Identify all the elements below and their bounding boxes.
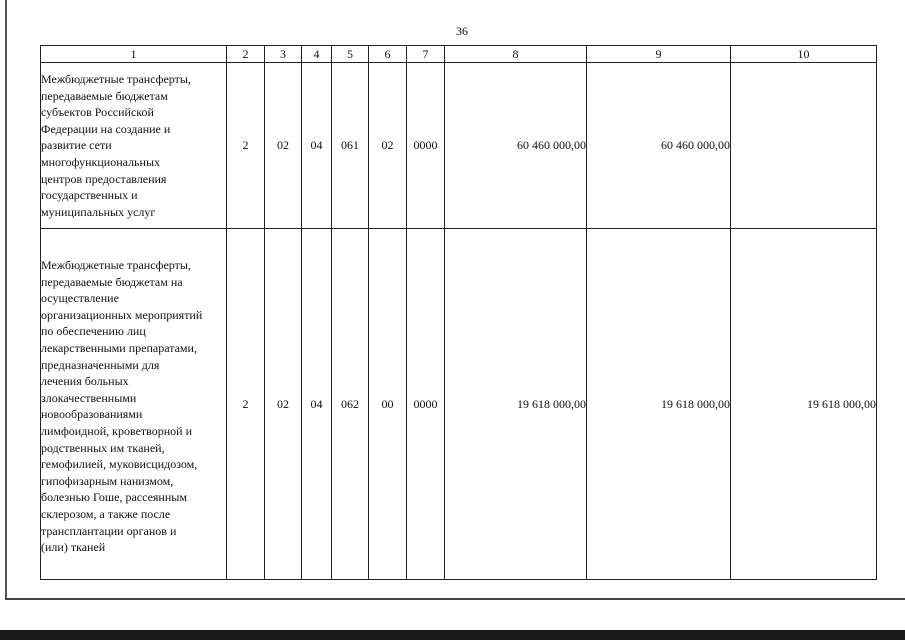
header-row bbox=[41, 46, 877, 63]
name-line: родственных им тканей, bbox=[41, 440, 165, 455]
col-7-cell: 0000 bbox=[407, 63, 445, 229]
name-line: по обеспечению лиц bbox=[41, 324, 146, 339]
table-row bbox=[41, 63, 877, 229]
name-line: лечения больных bbox=[41, 374, 129, 389]
col-3-cell: 02 bbox=[265, 63, 302, 229]
col-10-amount bbox=[731, 63, 877, 229]
col-5-cell: 061 bbox=[332, 63, 369, 229]
name-line: государственных и bbox=[41, 188, 138, 203]
header-cell-10: 10 bbox=[731, 46, 877, 63]
name-line: предназначенными для bbox=[41, 357, 160, 372]
name-line: трансплантации органов и bbox=[41, 523, 177, 538]
col-9-amount: 60 460 000,00 bbox=[587, 63, 731, 229]
name-line: многофункциональных bbox=[41, 154, 161, 169]
col-2-cell: 2 bbox=[227, 229, 265, 580]
name-line: центров предоставления bbox=[41, 171, 167, 186]
scan-bottom-bar bbox=[0, 630, 905, 640]
name-line: развитие сети bbox=[41, 138, 112, 153]
col-9-amount: 19 618 000,00 bbox=[587, 229, 731, 580]
col-4-cell: 04 bbox=[302, 63, 332, 229]
name-line: новообразованиями bbox=[41, 407, 143, 422]
col-8-amount: 60 460 000,00 bbox=[445, 63, 587, 229]
name-line: гемофилией, муковисцидозом, bbox=[41, 457, 198, 472]
col-6-cell: 00 bbox=[369, 229, 407, 580]
name-line: (или) тканей bbox=[41, 540, 106, 555]
budget-table bbox=[40, 45, 877, 580]
col-4-cell: 04 bbox=[302, 229, 332, 580]
name-line: лимфоидной, кроветворной и bbox=[41, 423, 192, 438]
name-line: гипофизарным нанизмом, bbox=[41, 473, 174, 488]
name-line: склерозом, а также после bbox=[41, 506, 171, 521]
name-line: осуществление bbox=[41, 291, 119, 306]
row-name-cell bbox=[41, 229, 227, 580]
name-line: Федерации на создание и bbox=[41, 121, 171, 136]
name-line: передаваемые бюджетам на bbox=[41, 274, 183, 289]
header-cell-1: 1 bbox=[41, 46, 227, 63]
name-line: злокачественными bbox=[41, 390, 137, 405]
name-line: лекарственными препаратами, bbox=[41, 340, 197, 355]
col-7-cell: 0000 bbox=[407, 229, 445, 580]
col-8-amount: 19 618 000,00 bbox=[445, 229, 587, 580]
name-line: Межбюджетные трансферты, bbox=[41, 258, 191, 272]
col-6-cell: 02 bbox=[369, 63, 407, 229]
header-cell-7: 7 bbox=[407, 46, 445, 63]
name-line: муниципальных услуг bbox=[41, 204, 156, 219]
header-cell-2: 2 bbox=[227, 46, 265, 63]
header-cell-8: 8 bbox=[445, 46, 587, 63]
page-number: 36 bbox=[456, 24, 468, 38]
name-line: организационных мероприятий bbox=[41, 307, 203, 322]
name-line: передаваемые бюджетам bbox=[41, 88, 168, 103]
page-edge-left bbox=[5, 0, 7, 600]
name-line: субъектов Российской bbox=[41, 105, 154, 120]
table-row bbox=[41, 229, 877, 580]
header-cell-4: 4 bbox=[302, 46, 332, 63]
col-3-cell: 02 bbox=[265, 229, 302, 580]
header-cell-5: 5 bbox=[332, 46, 369, 63]
col-5-cell: 062 bbox=[332, 229, 369, 580]
col-10-amount: 19 618 000,00 bbox=[731, 229, 877, 580]
name-line: болезнью Гоше, рассеянным bbox=[41, 490, 187, 505]
page-edge-bottom bbox=[5, 598, 905, 600]
header-cell-6: 6 bbox=[369, 46, 407, 63]
header-cell-9: 9 bbox=[587, 46, 731, 63]
header-cell-3: 3 bbox=[265, 46, 302, 63]
name-line: Межбюджетные трансферты, bbox=[41, 72, 191, 86]
col-2-cell: 2 bbox=[227, 63, 265, 229]
row-name-cell bbox=[41, 63, 227, 229]
